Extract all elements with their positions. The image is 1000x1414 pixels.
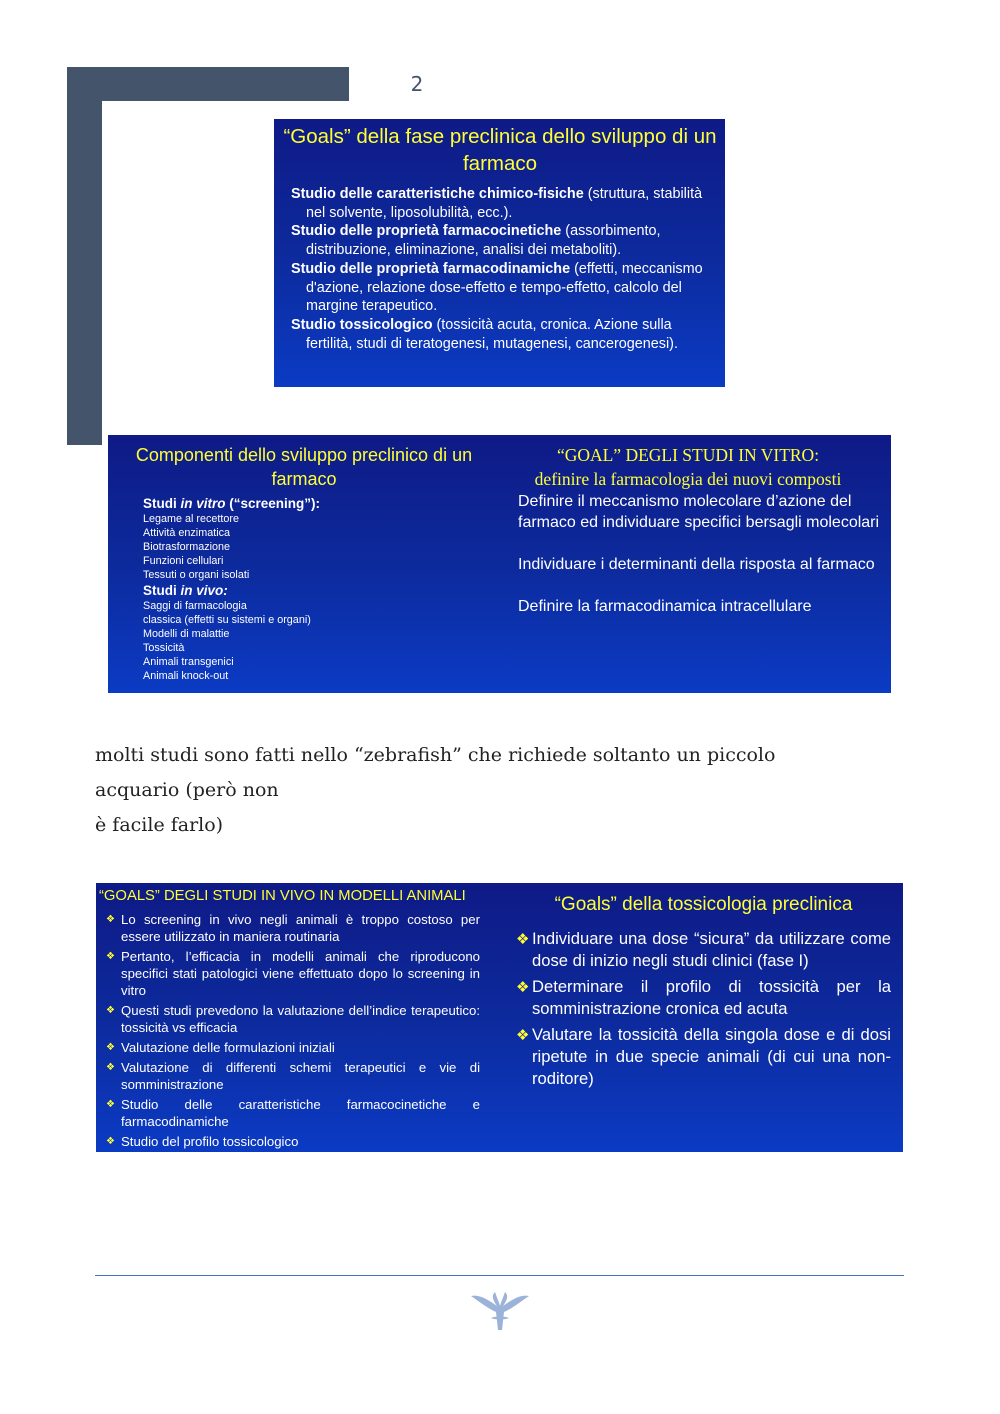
item-text: Individuare una dose “sicura” da utilizzare come dose di inizio negli studi clinici (fase I) bbox=[532, 929, 891, 970]
list-item: Animali transgenici bbox=[143, 656, 234, 668]
slide-in-vivo-goals bbox=[96, 883, 903, 1152]
diamond-bullet-icon: ❖ bbox=[106, 1005, 115, 1016]
goal-paragraph: Definire la farmacodinamica intracellulare bbox=[518, 598, 812, 615]
diamond-bullet-icon: ❖ bbox=[106, 951, 115, 962]
list-item: Saggi di farmacologia bbox=[143, 600, 247, 612]
corner-decoration-top bbox=[67, 67, 349, 101]
diamond-bullet-icon: ❖ bbox=[106, 1136, 115, 1147]
slide-preclinical-goals bbox=[274, 119, 725, 387]
slide-title: “GOALS” DEGLI STUDI IN VIVO IN MODELLI ANIMALI bbox=[99, 888, 466, 904]
heading-emphasis: in vitro bbox=[180, 496, 226, 511]
list-item: Animali knock-out bbox=[143, 670, 229, 682]
goal-item bbox=[516, 1024, 891, 1090]
slide-preclinical-components bbox=[108, 435, 891, 693]
item-bold: Studio delle caratteristiche chimico-fisiche bbox=[291, 186, 584, 202]
list-item bbox=[99, 911, 480, 945]
toxicology-goals-column bbox=[516, 892, 891, 1094]
slide-item bbox=[291, 316, 715, 353]
diamond-bullet-icon: ❖ bbox=[106, 1099, 115, 1110]
item-text: Valutare la tossicità della singola dose e di dosi ripetute in due specie animali (di cui una non-roditore) bbox=[532, 1025, 891, 1088]
footer-divider bbox=[95, 1275, 904, 1276]
list-item bbox=[99, 948, 480, 999]
in-vivo-goals-list bbox=[99, 911, 499, 1150]
list-item: Tossicità bbox=[143, 642, 185, 654]
item-text: Studio del profilo tossicologico bbox=[121, 1134, 299, 1149]
list-item bbox=[99, 1002, 480, 1036]
list-item: Modelli di malattie bbox=[143, 628, 230, 640]
list-item: Attività enzimatica bbox=[143, 527, 231, 539]
item-text: Valutazione di differenti schemi terapeutici e vie di somministrazione bbox=[121, 1060, 480, 1092]
goal-paragraph: Individuare i determinanti della risposta al farmaco bbox=[518, 556, 875, 573]
slide-item bbox=[291, 222, 715, 259]
in-vivo-goals-column bbox=[99, 887, 499, 1153]
item-text: (tossicità acuta, cronica. Azione sulla fertilità, studi di teratogenesi, mutagenesi, cancerogenesi). bbox=[306, 316, 678, 352]
goal-item bbox=[516, 976, 891, 1020]
diamond-bullet-icon: ❖ bbox=[516, 1026, 530, 1044]
diamond-bullet-icon: ❖ bbox=[106, 914, 115, 925]
goal-paragraph: Definire il meccanismo molecolare d’azione del farmaco ed individuare specifici bersagli molecolari bbox=[518, 493, 880, 531]
heading-emphasis: in vivo: bbox=[180, 583, 228, 598]
body-line: acquario (però non bbox=[95, 779, 279, 801]
body-line: è facile farlo) bbox=[95, 814, 224, 836]
bird-logo-icon bbox=[469, 1290, 531, 1332]
slide-title: “Goals” della fase preclinica dello sviluppo di un farmaco bbox=[283, 125, 717, 175]
item-text: Studio delle caratteristiche farmacocinetiche e farmacodinamiche bbox=[121, 1097, 480, 1129]
list-item: Legame al recettore bbox=[143, 513, 240, 525]
diamond-bullet-icon: ❖ bbox=[516, 930, 530, 948]
heading-prefix: Studi bbox=[143, 583, 181, 598]
heading-prefix: Studi bbox=[143, 496, 181, 511]
list-item: Funzioni cellulari bbox=[143, 555, 224, 567]
diamond-bullet-icon: ❖ bbox=[106, 1062, 115, 1073]
in-vitro-heading bbox=[143, 495, 500, 512]
components-list bbox=[143, 495, 500, 683]
body-line: molti studi sono fatti nello “zebrafish” che richiede soltanto un piccolo bbox=[95, 744, 776, 766]
list-item: Biotrasformazione bbox=[143, 541, 231, 553]
item-bold: Studio delle proprietà farmacocinetiche bbox=[291, 223, 562, 240]
item-text: (assorbimento, distribuzione, eliminazione, analisi dei metaboliti). bbox=[306, 223, 661, 259]
list-item: Tessuti o organi isolati bbox=[143, 569, 250, 581]
goal-item bbox=[516, 928, 891, 972]
body-paragraph bbox=[95, 738, 895, 843]
list-item bbox=[99, 1133, 480, 1150]
in-vivo-heading bbox=[143, 582, 500, 599]
item-text: Lo screening in vivo negli animali è troppo costoso per essere utilizzato in maniera routinaria bbox=[121, 912, 480, 944]
slide-item bbox=[291, 185, 715, 222]
item-bold: Studio tossicologico bbox=[291, 316, 433, 333]
list-item bbox=[99, 1096, 480, 1130]
diamond-bullet-icon: ❖ bbox=[106, 1042, 115, 1053]
slide-subtitle: definire la farmacologia dei nuovi composti bbox=[534, 469, 842, 489]
list-item: classica (effetti su sistemi e organi) bbox=[143, 614, 311, 626]
item-text: Pertanto, l’efficacia in modelli animali che riproducono specifici stati patologici viene effettuato dopo lo screening in vitro bbox=[121, 949, 480, 998]
item-text: Valutazione delle formulazioni iniziali bbox=[121, 1040, 335, 1055]
slide-title: “GOAL” DEGLI STUDI IN VITRO: bbox=[556, 445, 820, 465]
item-text: (effetti, meccanismo d'azione, relazione dose-effetto e tempo-effetto, calcolo del margine terapeutico. bbox=[306, 260, 703, 315]
diamond-bullet-icon: ❖ bbox=[516, 978, 530, 996]
item-text: Determinare il profilo di tossicità per la somministrazione cronica ed acuta bbox=[532, 977, 891, 1018]
item-text: Questi studi prevedono la valutazione dell’indice terapeutico: tossicità vs efficacia bbox=[121, 1003, 480, 1035]
slide-title: Componenti dello sviluppo preclinico di un farmaco bbox=[135, 445, 473, 489]
heading-suffix: (“screening”): bbox=[225, 496, 321, 511]
list-item bbox=[99, 1059, 480, 1093]
list-item bbox=[99, 1039, 480, 1056]
components-column bbox=[108, 443, 500, 683]
in-vitro-goals-column bbox=[518, 443, 888, 617]
slide-item bbox=[291, 260, 715, 316]
page-number: 2 bbox=[410, 72, 424, 96]
corner-decoration-left bbox=[67, 67, 102, 445]
item-bold: Studio delle proprietà farmacodinamiche bbox=[291, 260, 571, 277]
item-text: (struttura, stabilità nel solvente, liposolubilità, ecc.). bbox=[306, 186, 703, 221]
slide-title: “Goals” della tossicologia preclinica bbox=[554, 894, 853, 915]
